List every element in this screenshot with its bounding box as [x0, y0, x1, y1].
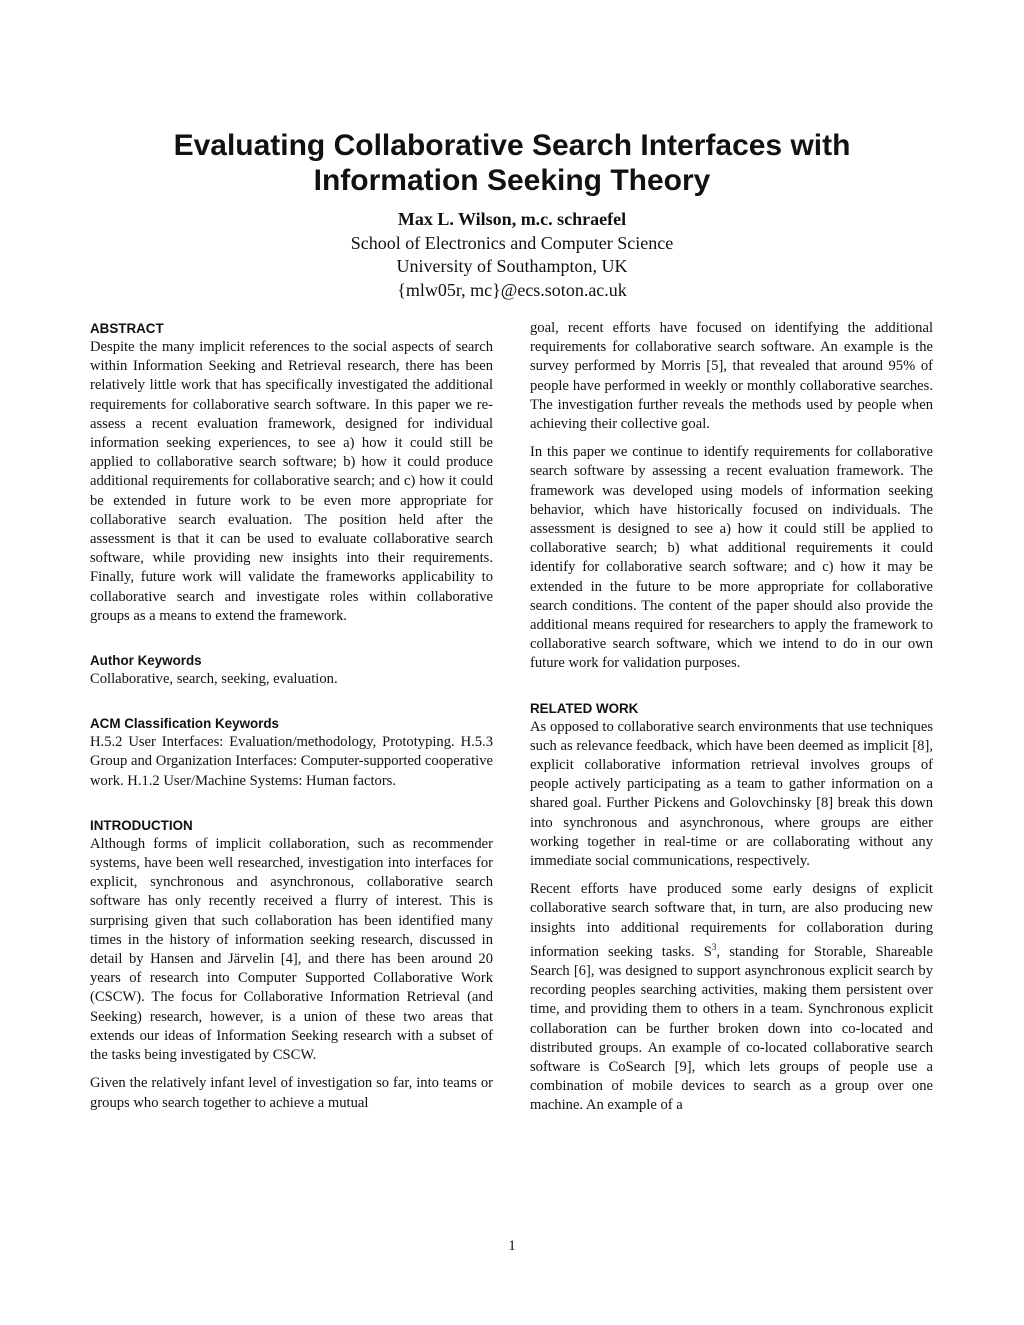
author-university: University of Southampton, UK — [396, 256, 628, 276]
title-line-1: Evaluating Collaborative Search Interfaces with — [173, 129, 851, 162]
page-number: 1 — [508, 1238, 516, 1254]
author-names: Max L. Wilson, m.c. schraefel — [397, 209, 627, 229]
title-line-2: Information Seeking Theory — [313, 164, 711, 197]
related-work-heading: RELATED WORK — [530, 700, 639, 716]
author-block — [150, 208, 874, 302]
author-keywords-heading: Author Keywords — [90, 653, 202, 669]
author-keywords-text: Collaborative, search, seeking, evaluation. — [90, 671, 338, 688]
introduction-paragraph-1: Although forms of implicit collaboration, such as recommender systems, have been well researched, investigation into interfaces for explicit, synchronous and asynchronous, collaborative search software has only recently received a flurry of interest. This is surprising given that such collaboration has been identified many times in the history of information seeking research, discussed in detail by Hansen and Järvelin [4], and there has been around 20 years of research into Computer Supported Collaborative Work (CSCW). The focus for Collaborative Information Retrieval (and Seeking) research, however, is a union of these two areas that extends our ideas of Information Seeking research with a subset of the tasks being investigated by CSCW. — [90, 835, 493, 1064]
abstract-text: Despite the many implicit references to the social aspects of search within Information Seeking and Retrieval research, there has been relatively little work that has specifically investigated the additional requirements for collaborative search software. In this paper we re-assess a recent evaluation framework, designed for individual information seeking experiences, to see a) how it could still be applied to collaborative search software; b) how it could produce additional requirements for collaborative search; and c) how it could be extended in future work to be even more appropriate for collaborative search evaluation. The position held after the assessment is that it can be used to evaluate collaborative search software, while providing new insights into their requirements. Finally, future work will validate the frameworks applicability to collaborative search and investigate roles within collaborative groups as a means to extend the framework. — [90, 339, 493, 624]
introduction-paragraph-2: Given the relatively infant level of investigation so far, into teams or groups who search together to achieve a mutual — [90, 1075, 493, 1111]
introduction-paragraph-2-continued: goal, recent efforts have focused on identifying the additional requirements for collaborative search software. An example is the survey performed by Morris [5], that revealed that around 95% of people have performed in weekly or monthly collaborative searches. The investigation further reveals the methods used by people when achieving their collective goal. — [530, 320, 933, 433]
related-work-paragraph-2-part-b: , standing for Storable, Shareable Search [6], was designed to support asynchronous explicit search by recording peoples searching activities, making them persistent over time, and providing them to others in a team. Synchronous explicit collaboration can be further broken down into co-located and distributed groups. An example of co-located collaborative search software is CoSearch [9], which lets groups of people use a combination of mobile devices to search as a group over one machine. An example of a — [530, 943, 933, 1114]
acm-keywords-text: H.5.2 User Interfaces: Evaluation/methodology, Prototyping. H.5.3 Group and Organization Interfaces: Computer-supported cooperative work. H.1.2 User/Machine Systems: Human factors. — [90, 734, 493, 789]
author-email: {mlw05r, mc}@ecs.soton.ac.uk — [397, 279, 627, 300]
introduction-heading: INTRODUCTION — [90, 817, 193, 833]
related-work-paragraph-2 — [530, 880, 933, 1115]
related-work-paragraph-1: As opposed to collaborative search environments that use techniques such as relevance feedback, which have been deemed as implicit [8], explicit collaborative information retrieval involves groups of people actively participating as a team to gather information on a shared goal. Further Pickens and Golovchinsky [8] break this down into synchronous and asynchronous, where groups are either working together in real-time or are collaborating without any immediate social communications, respectively. — [530, 718, 933, 870]
right-column — [530, 319, 933, 1125]
related-work-paragraph-2-part-a: Recent efforts have produced some early designs of explicit collaborative search software that, in turn, are also producing new insights into additional requirements for collaboration during information seeking tasks. S — [530, 881, 933, 960]
left-column — [90, 319, 493, 1122]
abstract-heading: ABSTRACT — [90, 321, 164, 336]
author-affiliation: School of Electronics and Computer Science — [350, 232, 674, 253]
introduction-paragraph-3: In this paper we continue to identify requirements for collaborative search software by assessing a recent evaluation framework. The framework was developed using models of information seeking behavior, which have historically focused on individuals. The assessment is designed to see a) how it could still be applied to collaborative search; b) what additional requirements it could identify for collaborative search software; and c) how it may be extended in the future to be more appropriate for collaborative search conditions. The content of the paper should also provide the additional means required for researchers to apply the framework to collaborative search software, which we intend to do in our own future work for validation purposes. — [530, 444, 933, 672]
superscript-3: 3 — [711, 941, 717, 952]
paper-title — [100, 128, 924, 198]
acm-keywords-heading: ACM Classification Keywords — [90, 716, 279, 732]
